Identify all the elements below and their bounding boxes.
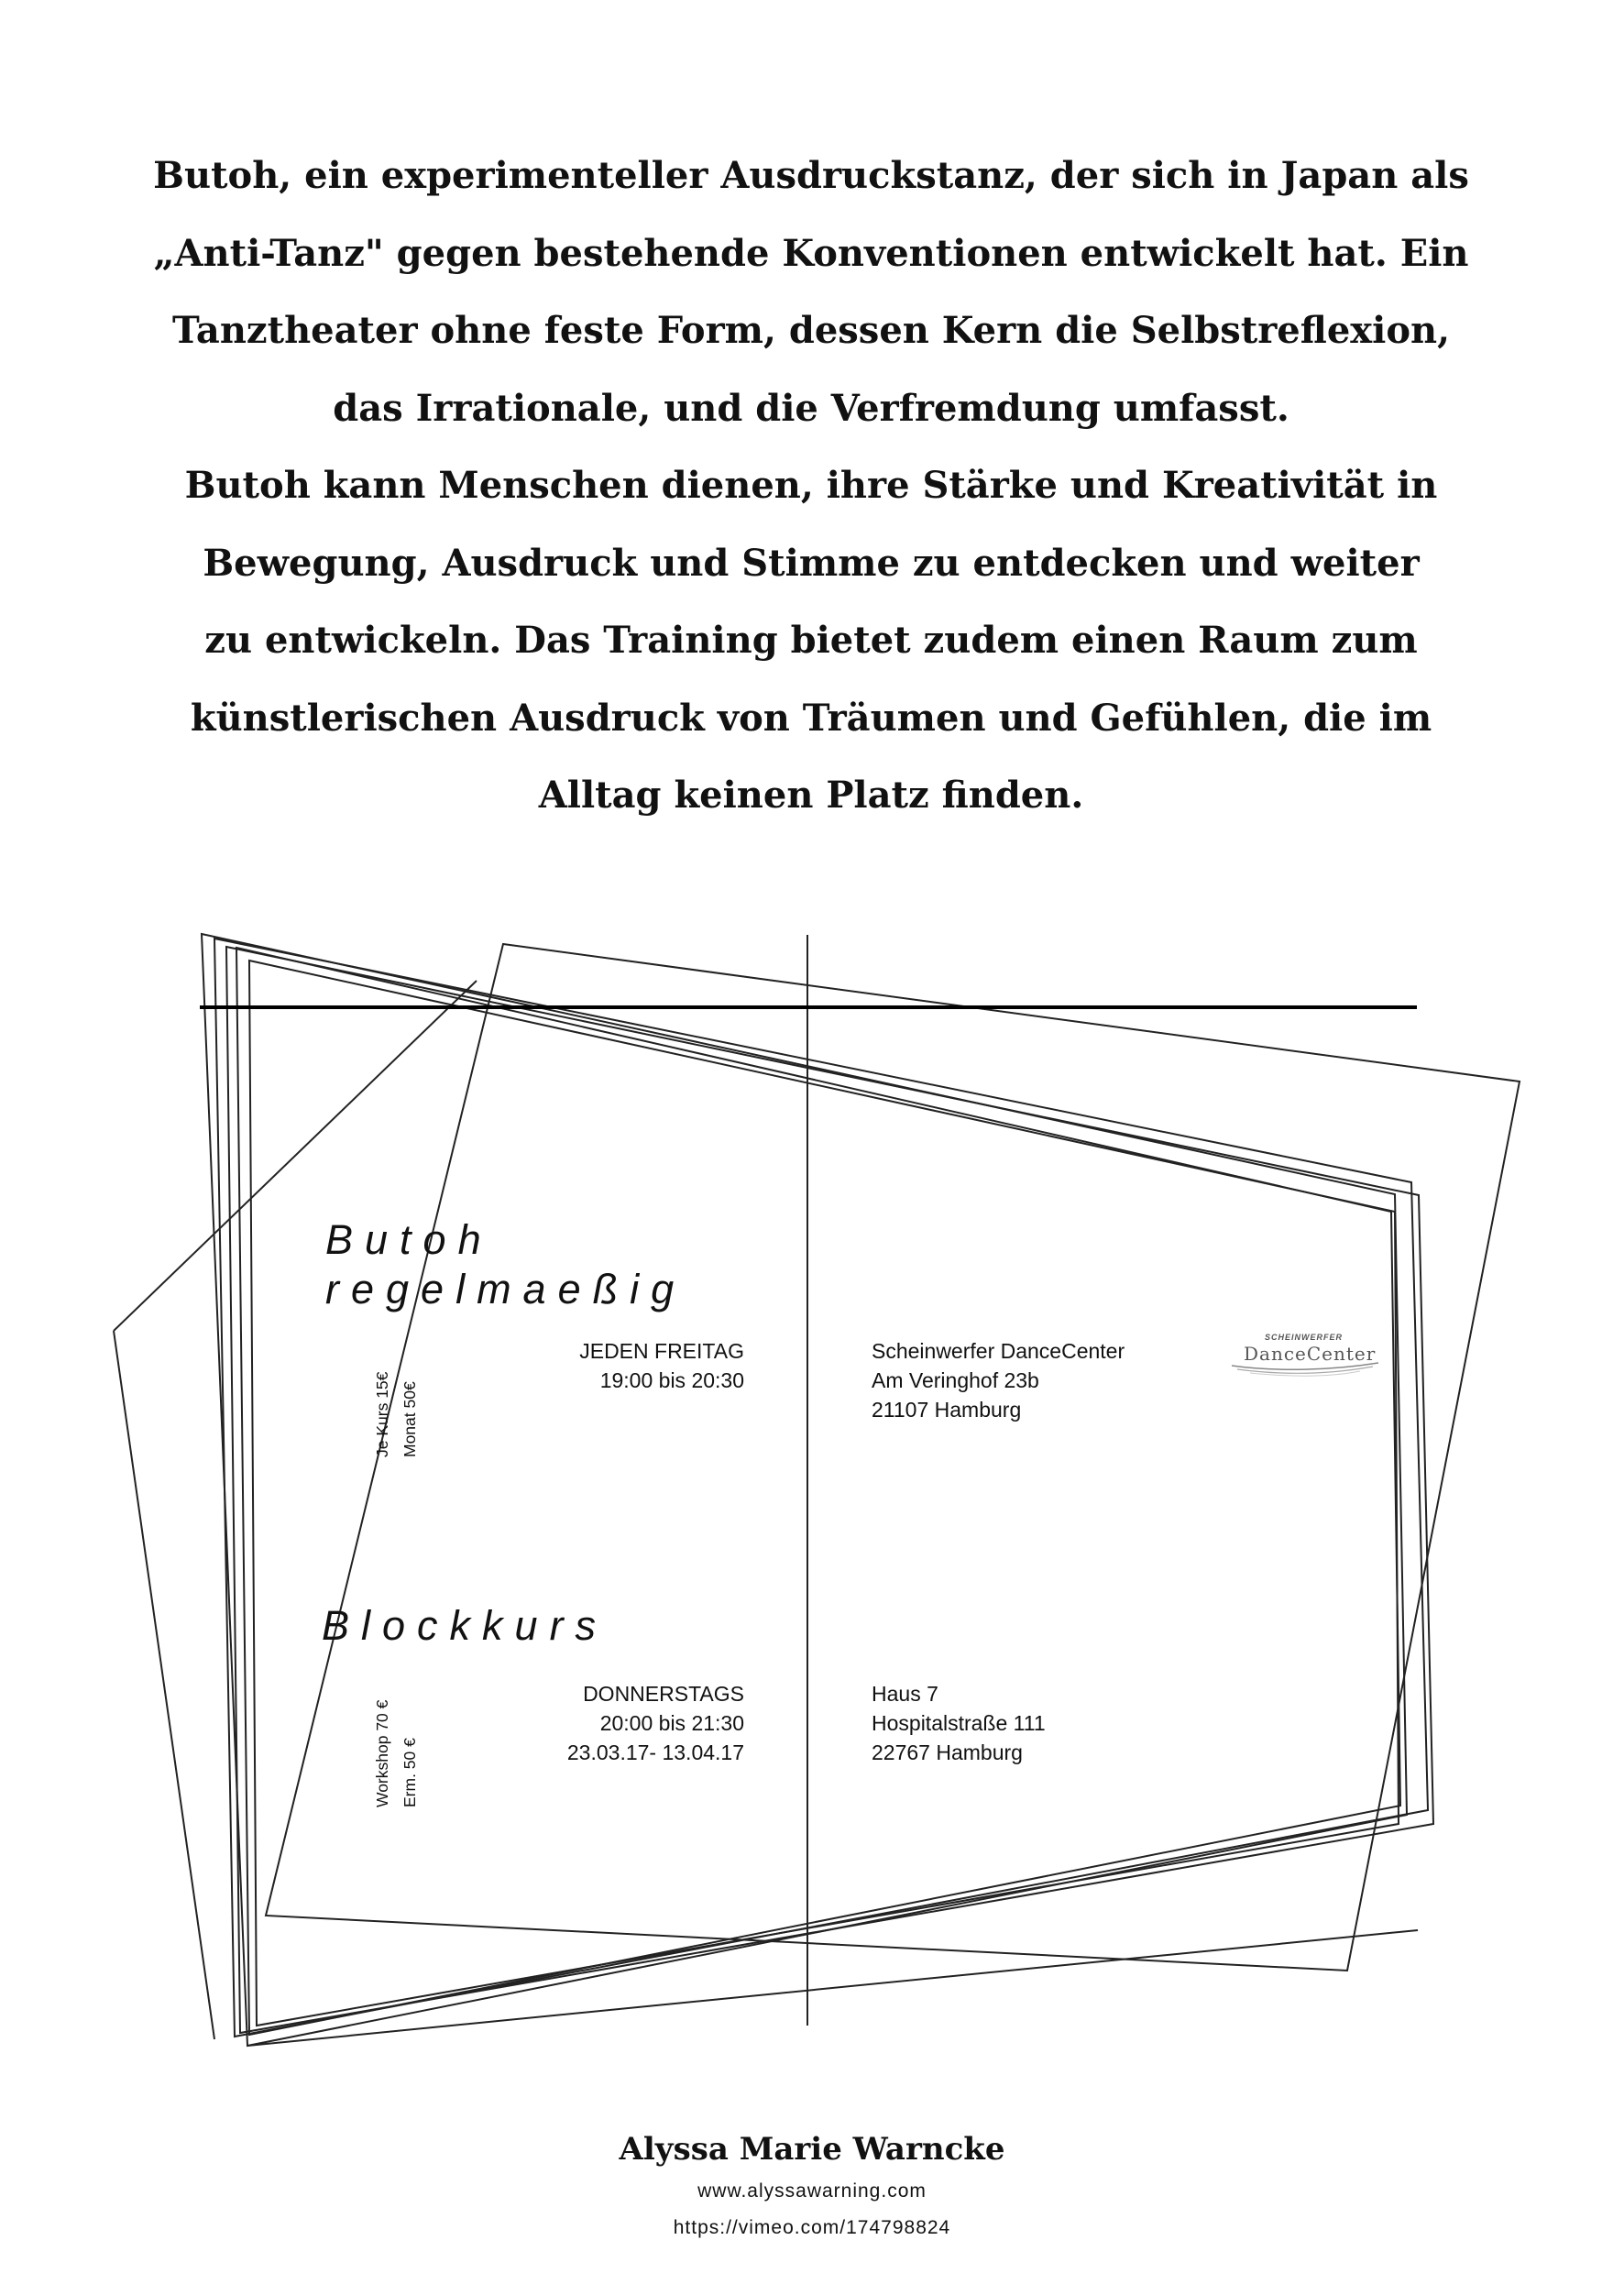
price-line: Monat 50€ [401,1381,419,1457]
schedule-line: DONNERSTAGS [583,1682,744,1706]
author-name: Alyssa Marie Warncke [619,2131,1005,2168]
schedule-line: 19:00 bis 20:30 [599,1368,744,1392]
venue-line: Am Veringhof 23b [872,1368,1039,1392]
bottom-diagonal-line [247,1930,1418,2046]
venue-line: Hospitalstraße 111 [872,1711,1046,1735]
logo-text-main: DanceCenter [1244,1343,1377,1365]
price-line: Je Kurs 15€ [373,1371,391,1457]
course-title-line: Butoh [325,1216,493,1263]
logo-swoosh-icon [1223,1332,1384,1383]
frame-outline [202,934,1407,2046]
schedule-line: 20:00 bis 21:30 [599,1711,744,1735]
venue-line: Haus 7 [872,1682,938,1706]
intro-line: künstlerischen Ausdruck von Träumen und Gefühlen, die im [190,696,1432,740]
course-title-line: regelmaeßig [325,1266,686,1312]
course-schedule [567,1679,744,1767]
venue-line: 21107 Hamburg [872,1398,1022,1422]
course-venue [872,1679,1046,1767]
vimeo-link[interactable]: https://vimeo.com/174798824 [673,2217,951,2238]
long-diagonal-line [114,1331,214,2039]
price-line: Erm. 50 € [401,1738,419,1807]
intro-line: Bewegung, Ausdruck und Stimme zu entdecken und weiter [203,541,1420,585]
course-price [368,1372,423,1457]
intro-line: Butoh kann Menschen dienen, ihre Stärke und Kreativität in [184,464,1438,507]
frame-outline [214,939,1428,2037]
schedule-line: 23.03.17- 13.04.17 [566,1740,744,1764]
dancecenter-logo [1223,1332,1384,1383]
intro-line: das Irrationale, und die Verfremdung umfasst. [333,386,1289,430]
website-link[interactable]: www.alyssawarning.com [697,2180,927,2202]
course-title-line: Blockkurs [322,1602,609,1649]
venue-line: Scheinwerfer DanceCenter [872,1339,1125,1363]
intro-line: „Anti-Tanz" gegen bestehende Konventionen entwickelt hat. Ein [153,231,1469,275]
course-title [325,1215,686,1314]
frame-outline [249,961,1399,2026]
intro-line: Butoh, ein experimenteller Ausdruckstanz, der sich in Japan als [153,154,1469,197]
course-price [368,1700,423,1807]
venue-line: 22767 Hamburg [872,1740,1023,1764]
price-line: Workshop 70 € [373,1699,391,1807]
course-schedule [579,1336,744,1395]
course-venue [872,1336,1125,1424]
intro-line: Alltag keinen Platz finden. [538,774,1084,817]
intro-line: zu entwickeln. Das Training bietet zudem einen Raum zum [204,619,1418,662]
logo-text-small: SCHEINWERFER [1265,1333,1344,1342]
intro-line: Tanztheater ohne feste Form, dessen Kern die Selbstreflexion, [171,309,1451,352]
frame-outline [236,948,1400,2035]
frame-outline [226,947,1433,2033]
schedule-line: JEDEN FREITAG [579,1339,744,1363]
course-title [322,1601,608,1651]
